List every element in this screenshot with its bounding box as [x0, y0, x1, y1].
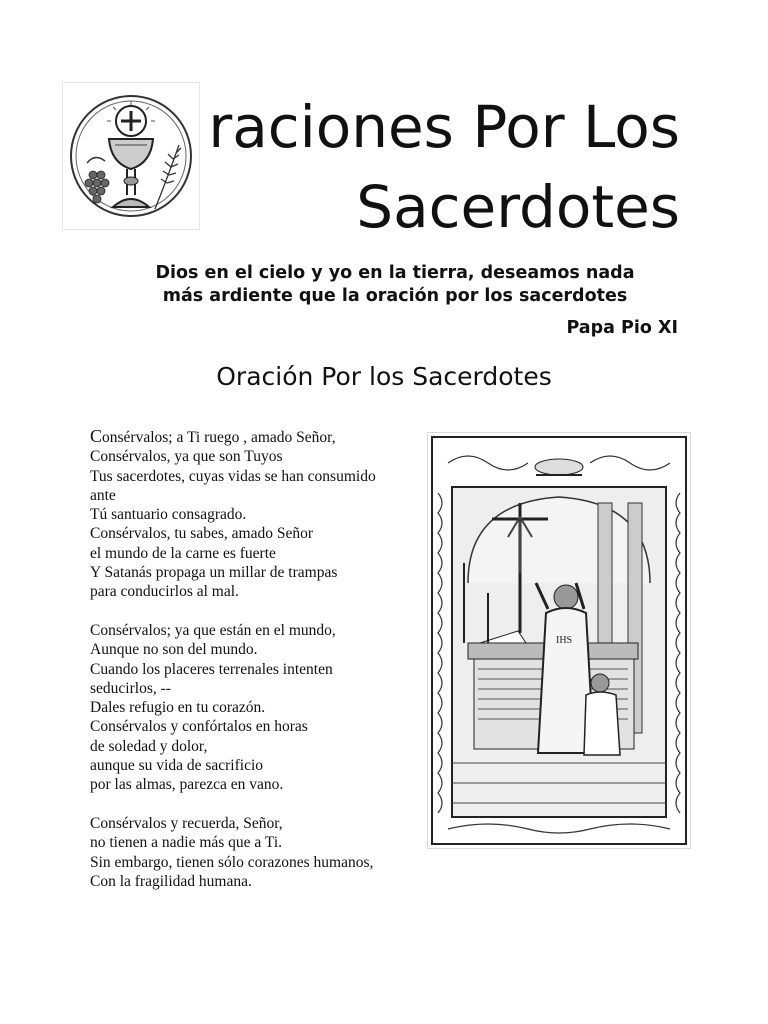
prayer-line: no tienen a nadie más que a Ti. — [90, 834, 282, 852]
vestment-ihs-label: IHS — [556, 635, 573, 646]
prayer-line: Consérvalos; ya que están en el mundo, — [90, 621, 336, 639]
prayer-line: para conducirlos al mal. — [90, 583, 239, 601]
page-title-line-1: raciones Por Los — [208, 93, 680, 161]
prayer-line: Consérvalos, tu sabes, amado Señor — [90, 525, 313, 543]
prayer-line: Consérvalos y confórtalos en horas — [90, 718, 308, 736]
quote-line-2: más ardiente que la oración por los sacerdotes — [162, 286, 628, 306]
prayer-line: Con la fragilidad humana. — [90, 872, 252, 890]
prayer-line: aunque su vida de sacrificio — [90, 757, 264, 775]
prayer-line: de soledad y dolor, — [90, 737, 208, 755]
prayer-line: Cuando los placeres terrenales intenten — [90, 660, 333, 678]
prayer-line: Tus sacerdotes, cuyas vidas se han consumido — [90, 467, 376, 485]
prayer-line: Consérvalos, ya que son Tuyos — [90, 448, 283, 466]
quote-attribution: Papa Pio XI — [566, 318, 678, 338]
prayer-line: Aunque no son del mundo. — [90, 641, 258, 659]
priest-at-altar-engraving-icon — [428, 433, 690, 848]
prayer-line: Dales refugio en tu corazón. — [90, 699, 266, 717]
prayer-line-text: onsérvalos; a Ti ruego , amado Señor, — [102, 429, 336, 446]
prayer-initial-letter: C — [90, 426, 103, 446]
stanza-gap — [90, 602, 426, 621]
priest-engraving — [427, 432, 691, 849]
chalice-host-emblem-icon — [63, 83, 199, 229]
chalice-emblem — [62, 82, 200, 230]
prayer-text — [90, 427, 426, 891]
prayer-line: seducirlos, -- — [90, 679, 171, 697]
pope-quote — [110, 262, 680, 308]
prayer-line: Tú santuario consagrado. — [90, 506, 247, 524]
stanza-gap — [90, 795, 426, 814]
prayer-line: ante — [90, 486, 116, 504]
quote-line-1: Dios en el cielo y yo en la tierra, deseamos nada — [155, 263, 635, 283]
prayer-line: por las almas, parezca en vano. — [90, 776, 284, 794]
section-title: Oración Por los Sacerdotes — [216, 362, 552, 391]
prayer-line: Sin embargo, tienen sólo corazones humanos, — [90, 853, 374, 871]
prayer-line: Consérvalos y recuerda, Señor, — [90, 814, 283, 832]
prayer-line: Y Satanás propaga un millar de trampas — [90, 564, 338, 582]
prayer-line: el mundo de la carne es fuerte — [90, 544, 276, 562]
page-title-line-2: Sacerdotes — [356, 173, 680, 241]
prayer-line — [90, 427, 426, 447]
